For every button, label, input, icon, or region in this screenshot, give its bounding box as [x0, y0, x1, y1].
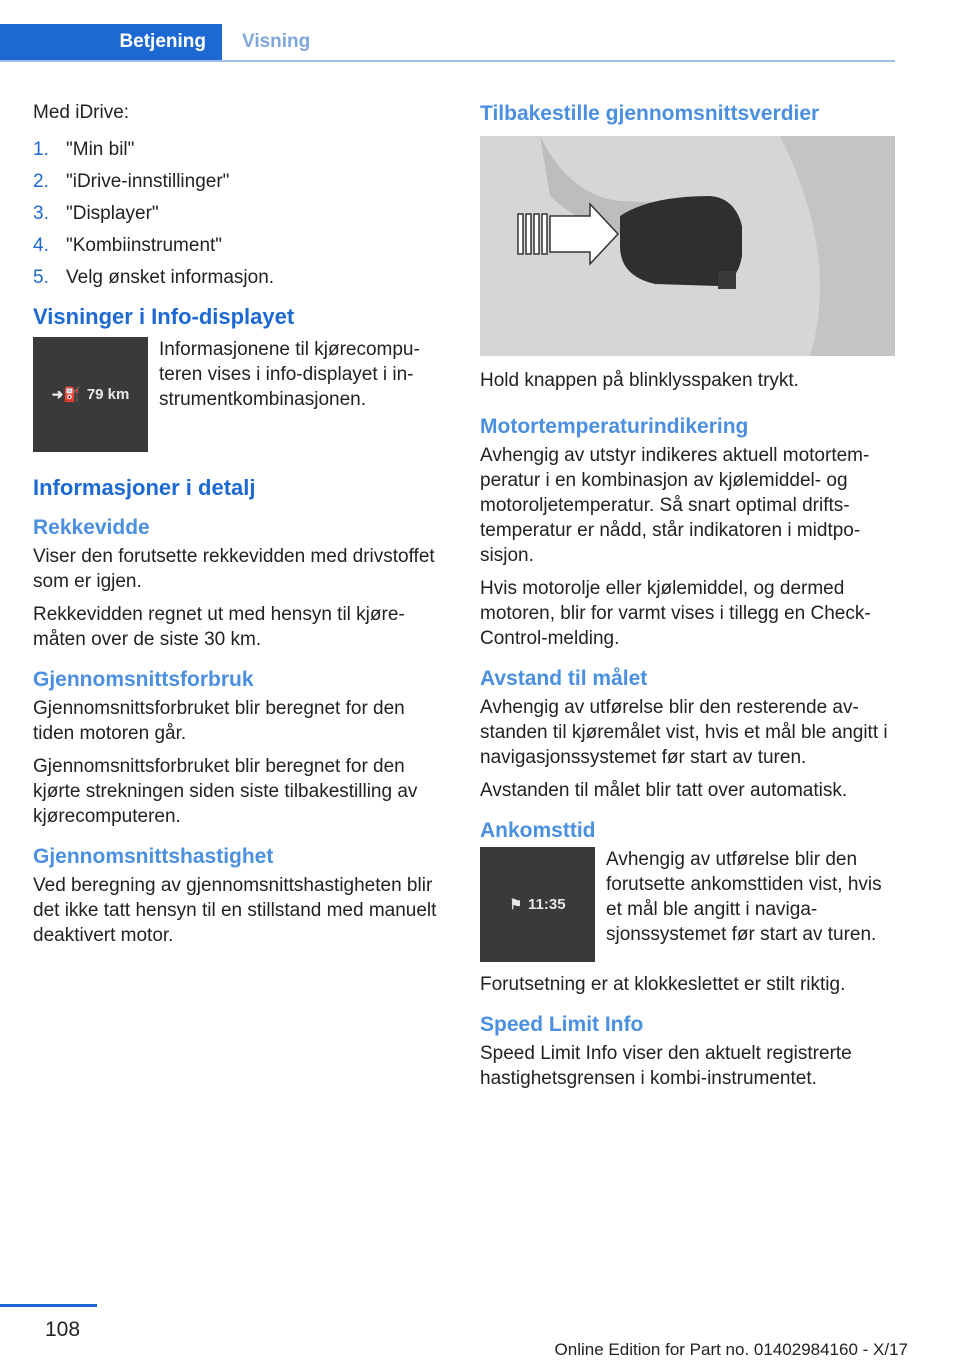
- rekkevidde-p2: Rekkevidden regnet ut med hensyn til kjøremåten over de siste 30 km.: [33, 604, 405, 650]
- page-number-rule: [0, 1304, 97, 1307]
- visninger-figure: [33, 337, 443, 452]
- avstand-heading: Avstand til målet: [480, 667, 648, 690]
- rekkevidde-p1: Viser den forutsette rekkevidden med drivstoffet som er igjen.: [33, 546, 435, 592]
- tilbake-heading: Tilbakestille gjennomsnittsverdier: [480, 102, 820, 125]
- speed-p1: Speed Limit Info viser den aktuelt registrerte hastighetsgrensen i kombi-instrumentet.: [480, 1043, 852, 1089]
- avstand-p1: Avhengig av utførelse blir den resterende avstanden til kjøremålet vist, hvis et mål ble angitt i navigasjonssystemet før start av turen.: [480, 697, 888, 768]
- steps-list: [33, 133, 443, 293]
- forbruk-heading: Gjennomsnittsforbruk: [33, 668, 254, 691]
- ankomst-heading: Ankomsttid: [480, 819, 596, 842]
- rekkevidde-heading: Rekkevidde: [33, 516, 150, 539]
- list-item: 1. "Min bil": [33, 138, 135, 160]
- arrival-display-image: ⚑ 11:35: [480, 847, 595, 962]
- idrive-intro: Med iDrive:: [33, 102, 130, 123]
- list-item: 5. Velg ønsket informasjon.: [33, 266, 275, 288]
- hastighet-p1: Ved beregning av gjennomsnittshastigheten blir det ikke tatt hensyn til en stillstand med manuelt deaktivert motor.: [33, 875, 437, 946]
- turn-signal-stalk-image: [480, 136, 895, 356]
- page-number: 108: [45, 1318, 81, 1341]
- motor-heading: Motortemperaturindikering: [480, 415, 749, 438]
- list-item: 2. "iDrive-innstillinger": [33, 170, 230, 192]
- range-display-image: ➜⛽ 79 km: [33, 337, 148, 452]
- tilbake-p1: Hold knappen på blinklysspaken trykt.: [480, 370, 799, 391]
- list-item: 4. "Kombiinstrument": [33, 234, 223, 256]
- detalj-heading: Informasjoner i detalj: [33, 475, 256, 500]
- speed-heading: Speed Limit Info: [480, 1013, 644, 1036]
- tab-betjening[interactable]: Betjening: [0, 24, 222, 60]
- tab-visning[interactable]: Visning: [242, 31, 311, 52]
- avstand-p2: Avstanden til målet blir tatt over automatisk.: [480, 780, 848, 801]
- motor-p2: Hvis motorolje eller kjølemiddel, og dermed motoren, blir for varmt vises i tillegg en Check-Control-melding.: [480, 578, 871, 649]
- forbruk-p2: Gjennomsnittsforbruket blir beregnet for den kjørte strekningen siden siste tilbakestilling av kjørecomputeren.: [33, 756, 418, 827]
- ankomst-p2: Forutsetning er at klokkeslettet er stilt riktig.: [480, 974, 846, 995]
- ankomst-text: Avhengig av utførelse blir den forutsette ankomsttiden vist, hvis et mål ble angitt i navigasjonssystemet før start av turen.: [606, 849, 882, 945]
- ankomst-figure: [480, 847, 895, 962]
- visninger-heading: Visninger i Info-displayet: [33, 304, 295, 329]
- flag-icon: ⚑: [509, 896, 522, 912]
- tab-underline: [0, 60, 895, 62]
- fuel-pump-icon: ➜⛽: [51, 386, 81, 402]
- visninger-text: Informasjonene til kjørecomputeren vises i info-displayet i instrumentkombinasjonen.: [159, 339, 420, 410]
- footer-edition: Online Edition for Part no. 01402984160 - X/17: [554, 1340, 908, 1359]
- right-column: [480, 100, 895, 1099]
- left-column: [33, 100, 443, 956]
- list-item: 3. "Displayer": [33, 202, 159, 224]
- tab-bar: [0, 24, 895, 62]
- hastighet-heading: Gjennomsnittshastighet: [33, 845, 274, 868]
- motor-p1: Avhengig av utstyr indikeres aktuell motortemperatur i en kombinasjon av kjølemiddel- og motoroljetemperatur. Så snart optimal driftstemperatur er nådd, står indikatoren i midtposisjon.: [480, 445, 870, 566]
- forbruk-p1: Gjennomsnittsforbruket blir beregnet for den tiden motoren går.: [33, 698, 405, 744]
